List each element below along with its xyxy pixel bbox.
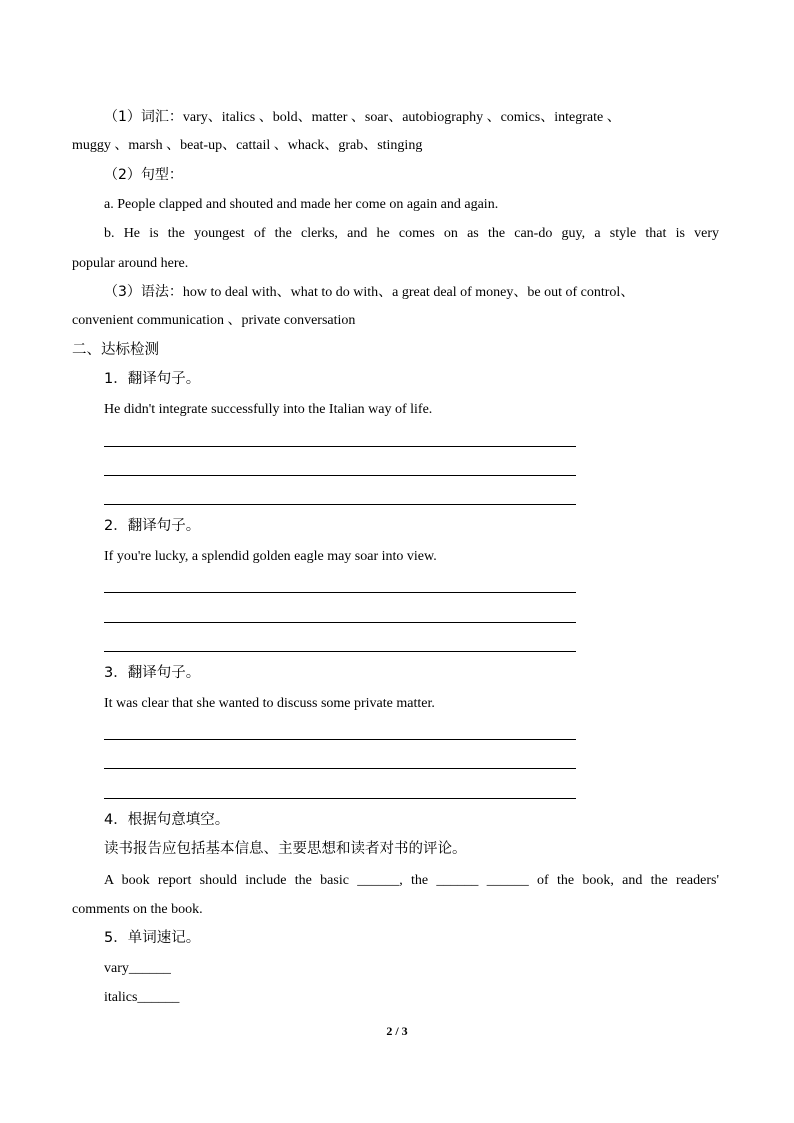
pattern-b-line-2: popular around here. (72, 256, 189, 271)
vocab-label: （1）词汇： (104, 109, 183, 125)
vocab-words-1: vary、italics 、bold、matter 、soar、autobiography 、comics、integrate 、 (182, 110, 621, 125)
grammar-line-2: convenient communication 、private conversation (72, 313, 356, 328)
question-5-word-2: italics______ (104, 990, 180, 1005)
vocab-line-2: muggy 、marsh 、beat-up、cattail 、whack、grab、stinging (72, 138, 423, 153)
answer-line[interactable] (104, 798, 576, 799)
vocab-line-1 (104, 108, 621, 127)
question-4-english-line-2: comments on the book. (72, 902, 203, 917)
question-3-sentence: It was clear that she wanted to discuss some private matter. (104, 696, 435, 711)
question-1-title: 1．翻译句子。 (104, 371, 201, 387)
answer-line[interactable] (104, 622, 576, 623)
grammar-items-1: how to deal with、what to do with、a great deal of money、be out of control、 (182, 285, 635, 300)
question-2-title: 2．翻译句子。 (104, 518, 201, 534)
question-5-word-1: vary______ (104, 961, 171, 976)
question-1-sentence: He didn't integrate successfully into the Italian way of life. (104, 402, 433, 417)
pattern-b-line-1: b. He is the youngest of the clerks, and he comes on as the can-do guy, a style that is very (104, 226, 719, 241)
question-3-title: 3．翻译句子。 (104, 665, 201, 681)
section-heading: 二、达标检测 (72, 342, 159, 358)
answer-line[interactable] (104, 446, 576, 447)
answer-line[interactable] (104, 504, 576, 505)
page-number: 2 / 3 (386, 1024, 408, 1038)
question-5-title: 5．单词速记。 (104, 930, 201, 946)
question-4-english-line-1: A book report should include the basic ______, the ______ ______ of the book, and the readers' (104, 873, 719, 888)
question-4-chinese: 读书报告应包括基本信息、主要思想和读者对书的评论。 (104, 841, 467, 857)
grammar-line-1 (104, 283, 634, 302)
answer-line[interactable] (104, 768, 576, 769)
question-2-sentence: If you're lucky, a splendid golden eagle may soar into view. (104, 549, 437, 564)
answer-line[interactable] (104, 475, 576, 476)
grammar-label: （3）语法： (104, 284, 183, 300)
question-4-title: 4．根据句意填空。 (104, 812, 230, 828)
pattern-a: a. People clapped and shouted and made her come on again and again. (104, 197, 499, 212)
answer-line[interactable] (104, 651, 576, 652)
patterns-label: （2）句型： (104, 167, 183, 183)
answer-line[interactable] (104, 592, 576, 593)
answer-line[interactable] (104, 739, 576, 740)
